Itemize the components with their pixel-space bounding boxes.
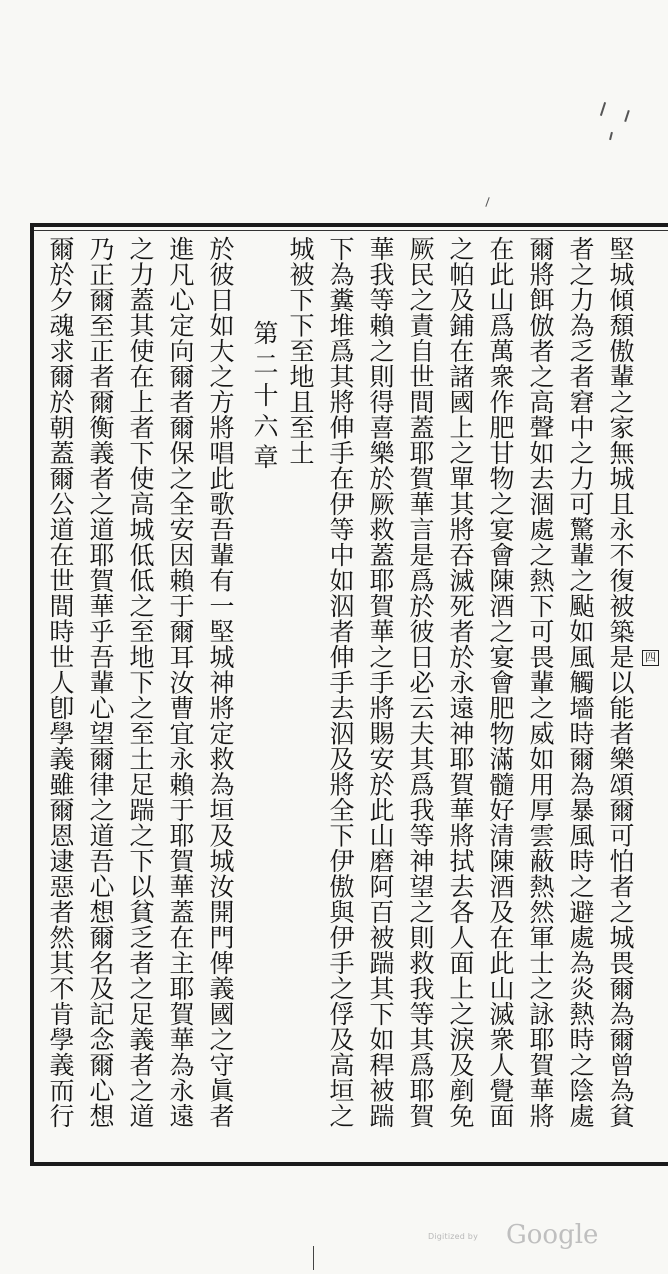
chapter-heading: 第二十六章 [250,320,279,475]
text-column-11: 進凡心定向爾者爾保之全安因賴于爾耳汝曹宜永賴于耶賀華蓋在主耶賀華為永遠 [166,236,195,1129]
text-column-10: 於彼日如大之方將唱此歌吾輩有一堅城神將定救為垣及城汝開門俾義國之守眞者 [206,236,235,1129]
text-column-9: 城被下下至地且至土 [286,236,315,466]
page-number: 四 [642,650,659,666]
text-column-4: 在此山爲萬衆作肥甘物之宴會陳酒之宴會肥物滿髓好清陳酒及在此山滅衆人覺面 [486,236,515,1129]
text-column-7: 華我等賴之則得喜樂於厥救蓋耶賀華之手將賜安於此山磨阿百被踹其下如稈被踹 [366,236,395,1129]
text-column-3: 爾將餌倣者之高聲如去涸處之熱下可畏輩之威如用厚雲蔽熱然軍士之詠耶賀華將 [526,236,555,1129]
page-frame-inner-rule [30,230,668,231]
text-column-5: 之帕及鋪在諸國上之單其將吞滅死者於永遠神耶賀華將拭去各人面上之淚及剷免 [446,236,475,1129]
text-column-12: 之力蓋其使在上者下使高城低低之至地下之至土足踹之下以貧乏者之足義者之道 [126,236,155,1129]
text-column-14: 爾於夕魂求爾於朝蓋爾公道在世間時世人卽學義雖爾恩逮惡者然其不肯學義而行 [46,236,75,1129]
bottom-binding-mark [313,1246,314,1270]
text-column-13: 乃正爾至正者爾衡義者之道耶賀華乎吾輩心望爾律之道吾心想爾名及記念爾心想 [86,236,115,1129]
margin-speck [624,110,630,122]
watermark-prefix: Digitized by [428,1232,478,1241]
text-column-6: 厥民之責自世間蓋耶賀華言是爲於彼日必云夫其爲我等神望之則救我等其爲耶賀 [406,236,435,1129]
text-column-8: 下為糞堆爲其將伸手在伊等中如泅者伸手去泅及將全下伊傲與伊手之俘及高垣之 [326,236,355,1129]
page-frame-top-rule [30,223,668,227]
margin-speck [600,102,606,116]
margin-speck [485,197,489,207]
text-column-1: 堅城傾頹傲輩之家無城且永不復被築是以能者樂頌爾可怕者之城畏爾為爾曾為貧 [606,236,635,1129]
digitized-by-google-watermark [420,1218,599,1258]
page-frame-bottom-rule [30,1162,668,1166]
text-column-2: 者之力為乏者窘中之力可驚輩之颭如風觸墻時爾為暴風時之避處為炎熱時之陰處 [566,236,595,1129]
page-frame-left-rule [30,223,34,1166]
margin-speck [609,132,613,140]
google-logo-text: Google [506,1220,599,1250]
